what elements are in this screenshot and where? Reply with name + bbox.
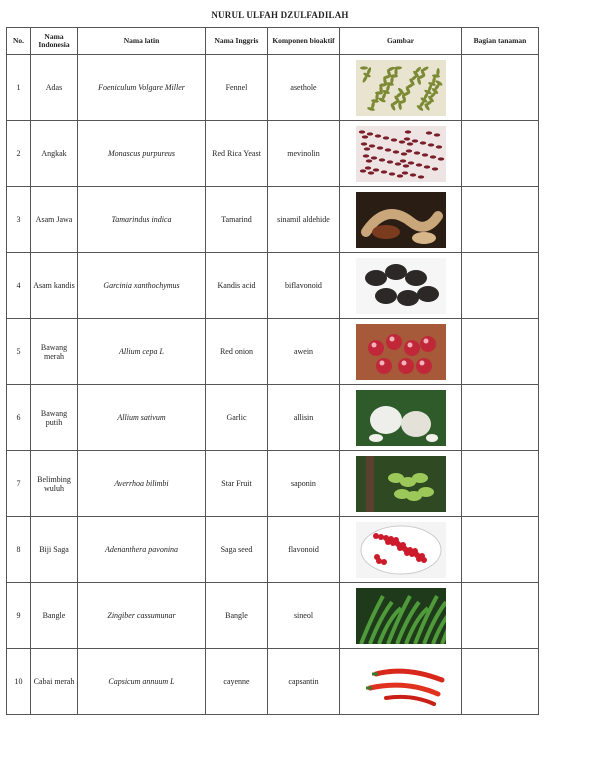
cell-nama-latin: Zingiber cassumunar (78, 583, 206, 649)
cell-nama-inggris: Tamarind (206, 187, 268, 253)
table-header-row (7, 28, 539, 55)
cell-no: 1 (7, 55, 31, 121)
saga-seeds-photo (356, 522, 446, 578)
table-row (7, 385, 539, 451)
cell-nama-indonesia: Bangle (31, 583, 78, 649)
cell-gambar (340, 451, 462, 517)
cell-bagian-tanaman (462, 55, 539, 121)
cell-komponen-bioaktif: asethole (268, 55, 340, 121)
cell-nama-latin: Monascus purpureus (78, 121, 206, 187)
cell-bagian-tanaman (462, 187, 539, 253)
cell-nama-latin: Allium sativum (78, 385, 206, 451)
cell-nama-indonesia: Cabai merah (31, 649, 78, 715)
cell-no: 9 (7, 583, 31, 649)
table-row (7, 649, 539, 715)
cell-no: 2 (7, 121, 31, 187)
cell-komponen-bioaktif: saponin (268, 451, 340, 517)
red-yeast-rice-photo (356, 126, 446, 182)
table-row (7, 319, 539, 385)
cell-nama-indonesia: Asam Jawa (31, 187, 78, 253)
red-chili-photo (356, 654, 446, 710)
cell-gambar (340, 121, 462, 187)
header-nama-inggris: Nama Inggris (206, 28, 268, 55)
table-row (7, 451, 539, 517)
cell-nama-latin: Averrhoa bilimbi (78, 451, 206, 517)
fennel-seeds-photo (356, 60, 446, 116)
cell-gambar (340, 253, 462, 319)
cell-gambar (340, 319, 462, 385)
bangle-leaves-photo (356, 588, 446, 644)
cell-no: 10 (7, 649, 31, 715)
cell-no: 7 (7, 451, 31, 517)
cell-nama-inggris: Saga seed (206, 517, 268, 583)
header-no: No. (7, 28, 31, 55)
cell-nama-inggris: Garlic (206, 385, 268, 451)
cell-no: 8 (7, 517, 31, 583)
cell-gambar (340, 583, 462, 649)
cell-bagian-tanaman (462, 451, 539, 517)
cell-nama-latin: Garcinia xanthochymus (78, 253, 206, 319)
header-nama-latin: Nama latin (78, 28, 206, 55)
cell-nama-latin: Adenanthera pavonina (78, 517, 206, 583)
table-row (7, 517, 539, 583)
cell-nama-indonesia: Bawang merah (31, 319, 78, 385)
header-bagian-tanaman: Bagian tanaman (462, 28, 539, 55)
cell-gambar (340, 517, 462, 583)
table-body (7, 55, 539, 715)
cell-nama-indonesia: Asam kandis (31, 253, 78, 319)
table-row (7, 187, 539, 253)
cell-nama-inggris: Red Rica Yeast (206, 121, 268, 187)
cell-nama-inggris: Kandis acid (206, 253, 268, 319)
cell-no: 4 (7, 253, 31, 319)
cell-nama-latin: Tamarindus indica (78, 187, 206, 253)
cell-bagian-tanaman (462, 121, 539, 187)
header-komponen-bioaktif: Komponen bioaktif (268, 28, 340, 55)
cell-nama-indonesia: Belimbing wuluh (31, 451, 78, 517)
cell-nama-latin: Allium cepa L (78, 319, 206, 385)
table-row (7, 55, 539, 121)
table-row (7, 121, 539, 187)
cell-bagian-tanaman (462, 385, 539, 451)
cell-nama-inggris: cayenne (206, 649, 268, 715)
cell-nama-inggris: Fennel (206, 55, 268, 121)
dried-kandis-photo (356, 258, 446, 314)
cell-nama-indonesia: Adas (31, 55, 78, 121)
cell-gambar (340, 649, 462, 715)
cell-gambar (340, 385, 462, 451)
bilimbi-fruit-photo (356, 456, 446, 512)
plant-table (6, 27, 539, 715)
cell-bagian-tanaman (462, 583, 539, 649)
cell-komponen-bioaktif: awein (268, 319, 340, 385)
tamarind-pods-photo (356, 192, 446, 248)
red-onion-photo (356, 324, 446, 380)
cell-bagian-tanaman (462, 253, 539, 319)
cell-komponen-bioaktif: flavonoid (268, 517, 340, 583)
cell-bagian-tanaman (462, 649, 539, 715)
cell-nama-latin: Foeniculum Volgare Miller (78, 55, 206, 121)
table-row (7, 583, 539, 649)
header-gambar: Gambar (340, 28, 462, 55)
cell-bagian-tanaman (462, 517, 539, 583)
cell-komponen-bioaktif: sinamil aldehide (268, 187, 340, 253)
cell-no: 3 (7, 187, 31, 253)
cell-komponen-bioaktif: capsantin (268, 649, 340, 715)
cell-komponen-bioaktif: mevinolin (268, 121, 340, 187)
cell-nama-inggris: Star Fruit (206, 451, 268, 517)
cell-gambar (340, 187, 462, 253)
cell-komponen-bioaktif: allisin (268, 385, 340, 451)
cell-nama-indonesia: Angkak (31, 121, 78, 187)
cell-nama-inggris: Bangle (206, 583, 268, 649)
cell-komponen-bioaktif: biflavonoid (268, 253, 340, 319)
cell-nama-inggris: Red onion (206, 319, 268, 385)
garlic-photo (356, 390, 446, 446)
cell-no: 5 (7, 319, 31, 385)
cell-bagian-tanaman (462, 319, 539, 385)
table-row (7, 253, 539, 319)
cell-nama-latin: Capsicum annuum L (78, 649, 206, 715)
cell-komponen-bioaktif: sineol (268, 583, 340, 649)
cell-nama-indonesia: Bawang putih (31, 385, 78, 451)
cell-nama-indonesia: Biji Saga (31, 517, 78, 583)
cell-no: 6 (7, 385, 31, 451)
page-title: NURUL ULFAH DZULFADILAH (211, 10, 349, 20)
header-nama-indonesia: Nama Indonesia (31, 28, 78, 55)
cell-gambar (340, 55, 462, 121)
